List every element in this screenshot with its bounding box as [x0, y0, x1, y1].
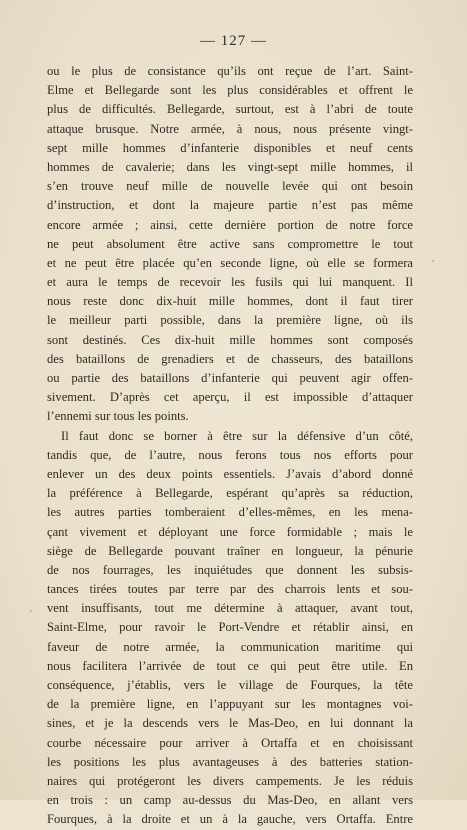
- text-line: plus de difficultés. Bellegarde, surtout, est à l’abri de toute: [47, 102, 413, 117]
- text-line: Fourques, à la droite et un à la gauche, vers Ortaffa. Entre: [47, 812, 413, 827]
- text-line: le meilleur parti possible, dans la première ligne, où ils: [47, 313, 413, 328]
- text-line: nous reste donc dix-huit mille hommes, dont il faut tirer: [47, 294, 413, 309]
- text-line: les positions les plus avantageuses à des batteries station-: [47, 754, 413, 769]
- text-line: encore armée ; ainsi, cette dernière portion de notre force: [47, 217, 413, 232]
- text-line: sont destinés. Ces dix-huit mille hommes sont composés: [47, 332, 413, 347]
- text-line: en trois : un camp au-dessus du Mas-Deo, en allant vers: [47, 793, 413, 808]
- text-line: siège de Bellegarde pouvant traîner en longueur, la pénurie: [47, 543, 413, 558]
- text-line: çant vivement et déployant une force formidable ; mais le: [47, 524, 413, 539]
- text-line: ou le plus de consistance qu’ils ont reçue de l’art. Saint-: [47, 64, 413, 78]
- text-line: d’instruction, et dont la majeure partie n’est pas même: [47, 198, 413, 213]
- text-line: enlever un des deux points essentiels. J’avais d’abord donné: [47, 466, 413, 481]
- text-line: s’en trouve neuf mille de nouvelle levée qui ont besoin: [47, 179, 413, 194]
- paragraph-start-line: Il faut donc se borner à être sur la défensive d’un côté,: [61, 428, 413, 443]
- text-line: Elme et Bellegarde sont les plus considérables et offrent le: [47, 83, 413, 98]
- paper-speck: [432, 260, 434, 262]
- paper-speck: [30, 610, 32, 612]
- text-line: naires qui protégeront les divers campements. Je les réduis: [47, 773, 413, 788]
- paragraph-end-line: l’ennemi sur tous les points.: [47, 409, 189, 424]
- text-line: ou partie des bataillons d’infanterie qui peuvent agir offen-: [47, 371, 413, 385]
- page-number: — 127 —: [200, 33, 267, 49]
- text-line: sivement. D’après cet aperçu, il est impossible d’attaquer: [47, 390, 413, 405]
- text-line: faveur de notre armée, la communication maritime qui: [47, 639, 413, 654]
- text-line: sines, et je la descends vers le Mas-Deo, en lui donnant la: [47, 716, 413, 731]
- text-line: ne peut absolument être active sans compromettre le tout: [47, 236, 413, 251]
- text-line: des bataillons de grenadiers et de chasseurs, des bataillons: [47, 351, 413, 366]
- text-line: les autres parties tomberaient d’elles-mêmes, en les mena-: [47, 505, 413, 520]
- text-line: hommes de cavalerie; dans les vingt-sept mille hommes, il: [47, 159, 413, 174]
- text-line: sept mille hommes d’infanterie disponibles et neuf cents: [47, 140, 413, 155]
- page-body-text: [47, 62, 413, 830]
- text-line: conséquence, j’établis, vers le village de Fourques, la tête: [47, 678, 413, 692]
- text-line: de nos fourrages, les inquiétudes que donnent les subsis-: [47, 562, 413, 577]
- text-line: courbe nécessaire pour arriver à Ortaffa et en choisissant: [47, 735, 413, 750]
- text-line: et ne peut être placée qu’en seconde ligne, où elle se formera: [47, 255, 413, 270]
- text-line: nous facilitera l’arrivée de tout ce qui peut être utile. En: [47, 658, 413, 673]
- text-line: et aura le temps de recevoir les fusils qui lui manquent. Il: [47, 275, 413, 290]
- text-line: vent insuffisants, tout me détermine à attaquer, avant tout,: [47, 601, 413, 616]
- text-line: la préférence à Bellegarde, espérant qu’après sa réduction,: [47, 486, 413, 501]
- text-line: tandis que, de l’autre, nous ferons tous nos efforts pour: [47, 447, 413, 462]
- text-line: tances tirées toutes par terre par des charrois lents et sou-: [47, 582, 413, 597]
- text-line: attaque brusque. Notre armée, à nous, nous présente vingt-: [47, 121, 413, 136]
- text-line: de la première ligne, en l’appuyant sur les montagnes voi-: [47, 697, 413, 712]
- text-line: Saint-Elme, pour ravoir le Port-Vendre et rétablir ainsi, en: [47, 620, 413, 635]
